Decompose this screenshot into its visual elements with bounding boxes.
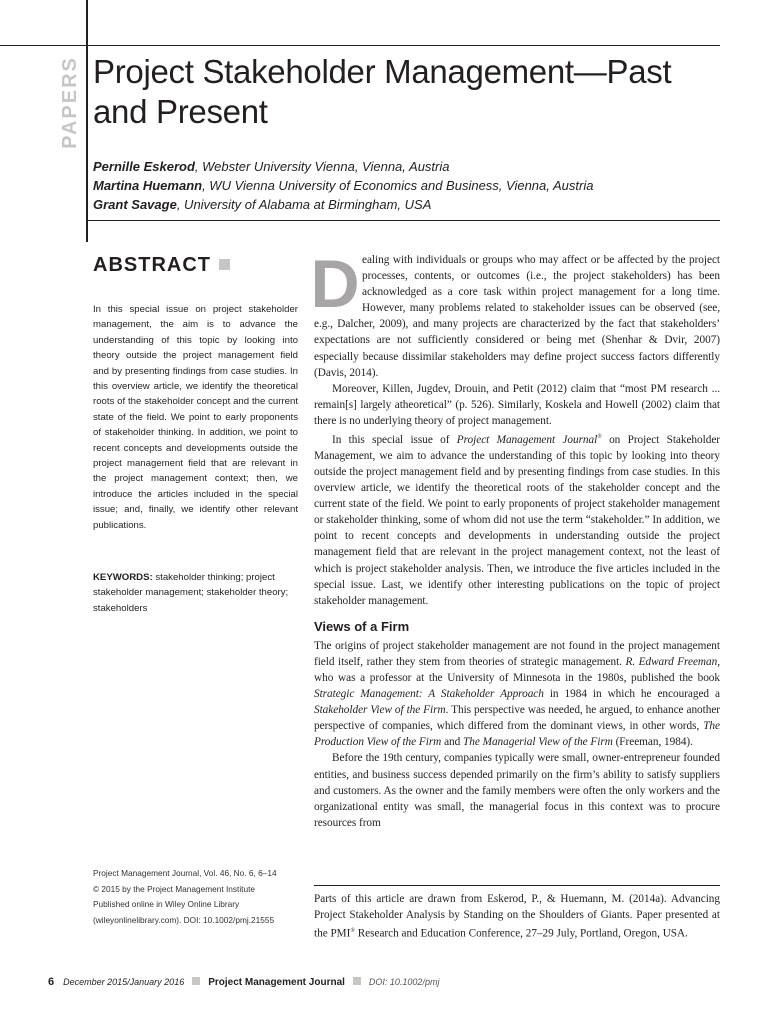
author-list: [93, 157, 733, 214]
header-bottom-rule: [86, 220, 720, 221]
text-run-italic: Stakeholder View of the Firm: [314, 704, 446, 717]
author-name: Martina Huemann: [93, 178, 203, 193]
abstract-text: In this special issue on project stakeholder management, the aim is to advance the understanding of this topic by looking into theory outside the project management field and by presenting findings from case studies. In this overview article, we identify the theoretical roots of the stakeholder concept and the current state of the field. We point to early proponents of stakeholder thinking. In addition, we point to recent concepts and developments outside the project management field that are relevant in the project management context; then, we introduce the articles included in the special issue; and, finally, we identify other relevant publications.: [93, 304, 298, 531]
text-run: The origins of project stakeholder management are not found in the project management field itself, rather they stem from theories of strategic management.: [314, 639, 720, 668]
section-heading: Views of a Firm: [314, 618, 410, 634]
drop-cap: [310, 246, 360, 322]
publication-info-line: Project Management Journal, Vol. 46, No. 6, 6–14: [93, 868, 277, 878]
author-line: [93, 195, 733, 214]
text-run: who was a professor at the University of Minnesota in the 1980s, published the book: [314, 672, 720, 685]
article-title: Project Stakeholder Management—Past and Present: [93, 53, 672, 130]
section-tab: [55, 55, 85, 149]
square-bullet-icon: [219, 259, 230, 270]
body-paragraph: [314, 429, 720, 609]
keywords-list: stakeholder thinking; project stakeholder management; stakeholder theory; stakeholders: [93, 572, 289, 614]
text-run: and: [441, 736, 464, 749]
publication-info-line: Published online in Wiley Online Library: [93, 899, 240, 910]
author-name: Pernille Eskerod: [93, 159, 195, 174]
publication-info: [93, 866, 308, 928]
text-run-italic: R. Edward Freeman,: [625, 655, 720, 668]
main-column: [310, 246, 721, 831]
doi: DOI: 10.1002/pmj: [368, 977, 440, 987]
text-run-italic: The Production View of the Firm: [314, 720, 720, 749]
header-vertical-rule: [86, 0, 88, 242]
text-run: Research and Education Conference, 27–29 July, Portland, Oregon, USA.: [354, 927, 688, 940]
author-line: [93, 176, 733, 195]
text-run: (Freeman, 1984).: [612, 736, 693, 749]
page-number: 6: [48, 976, 55, 988]
body-paragraph: [314, 638, 720, 751]
text-run: . This perspective was needed, he argued, to enhance another perspective of companies, which differed from the dominant views, in other words,: [314, 704, 721, 733]
body-paragraph: Moreover, Killen, Jugdev, Drouin, and Petit (2012) claim that “most PM research ... remain[s] largely atheoretical” (p. 526). Similarly, Koskela and Howell (2002) claim that there is no underlying theory of project management.: [314, 382, 720, 427]
text-run: In this special issue of: [332, 433, 457, 446]
journal-name: Project Management Journal: [208, 977, 345, 988]
body-paragraph: Before the 19th century, companies typically were small, owner-entrepreneur founded entities, and business success depended primarily on the firm’s ability to satisfy suppliers and customers. As the owner and the family members were often the only workers and the organizational entity was small, the managerial focus in this context was to procure resources from: [314, 752, 720, 829]
header-top-rule: [0, 45, 720, 46]
publication-info-line: © 2015 by the Project Management Institute: [93, 883, 256, 894]
section-tab-label: PAPERS: [58, 55, 81, 149]
square-bullet-icon: [353, 977, 361, 985]
author-affiliation: , Webster University Vienna, Vienna, Austria: [194, 159, 450, 174]
keywords-label: KEYWORDS:: [93, 572, 153, 583]
footnote: [314, 891, 720, 942]
registered-mark: ®: [350, 928, 355, 934]
text-run: on Project Stakeholder Management, we aim to advance the understanding of this topic by looking into theory outside the project management field and by presenting findings from case studies. In this overview article, we identify the theoretical roots of the stakeholder concept and the current state of the field. We point to early proponents of project stakeholder management or stakeholder thinking, some of whom did not use the term “stakeholder.” In addition, we point to recent concepts and developments in understanding outside the project management field that are relevant in the project management context, not the least of which is project stakeholder analysis. Then, we introduce the five articles included in the special issue. Last, we identify other interesting publications on the topic of project stakeholder management.: [314, 433, 720, 607]
book-title: Strategic Management: A Stakeholder Approach: [314, 688, 544, 701]
journal-name: Project Management Journal: [456, 433, 598, 446]
text-run: Parts of this article are drawn from Eskerod, P., & Huemann, M. (2014a). Advancing Project Stakeholder Analysis by Standing on the Shoulders of Giants. Paper presented at the PMI: [314, 893, 720, 940]
abstract-heading-label: ABSTRACT: [93, 254, 211, 276]
registered-mark: ®: [597, 434, 602, 441]
issue-date: December 2015/January 2016: [63, 977, 185, 987]
footnote-rule: [314, 885, 720, 886]
text-run-italic: The Managerial View of the Firm: [463, 736, 613, 749]
author-name: Grant Savage: [93, 197, 177, 212]
keywords: [93, 570, 303, 616]
author-line: [93, 157, 733, 176]
text-run: in 1984 in which he encouraged a: [543, 688, 720, 701]
drop-cap-letter: D: [310, 246, 360, 322]
publication-info-line: (wileyonlinelibrary.com). DOI: 10.1002/pmj.21555: [93, 914, 275, 925]
page-footer: [48, 976, 728, 988]
body-paragraph: ealing with individuals or groups who may affect or be affected by the project processes, contents, or outcomes (i.e., the project stakeholders) has been acknowledged as a core task within project management for a long time. However, many problems related to stakeholder issues can be observed (see, e.g., Dalcher, 2009), and many projects are characterized by the fact that stakeholders’ expectations are not sufficiently considered or being met (Shenhar & Dvir, 2007) especially because dissimilar stakeholders may define project success factors differently (Davis, 2014).: [314, 254, 720, 379]
abstract-heading: [93, 254, 230, 277]
square-bullet-icon: [192, 977, 200, 985]
author-affiliation: , WU Vienna University of Economics and Business, Vienna, Austria: [202, 178, 594, 193]
author-affiliation: , University of Alabama at Birmingham, USA: [176, 197, 432, 212]
